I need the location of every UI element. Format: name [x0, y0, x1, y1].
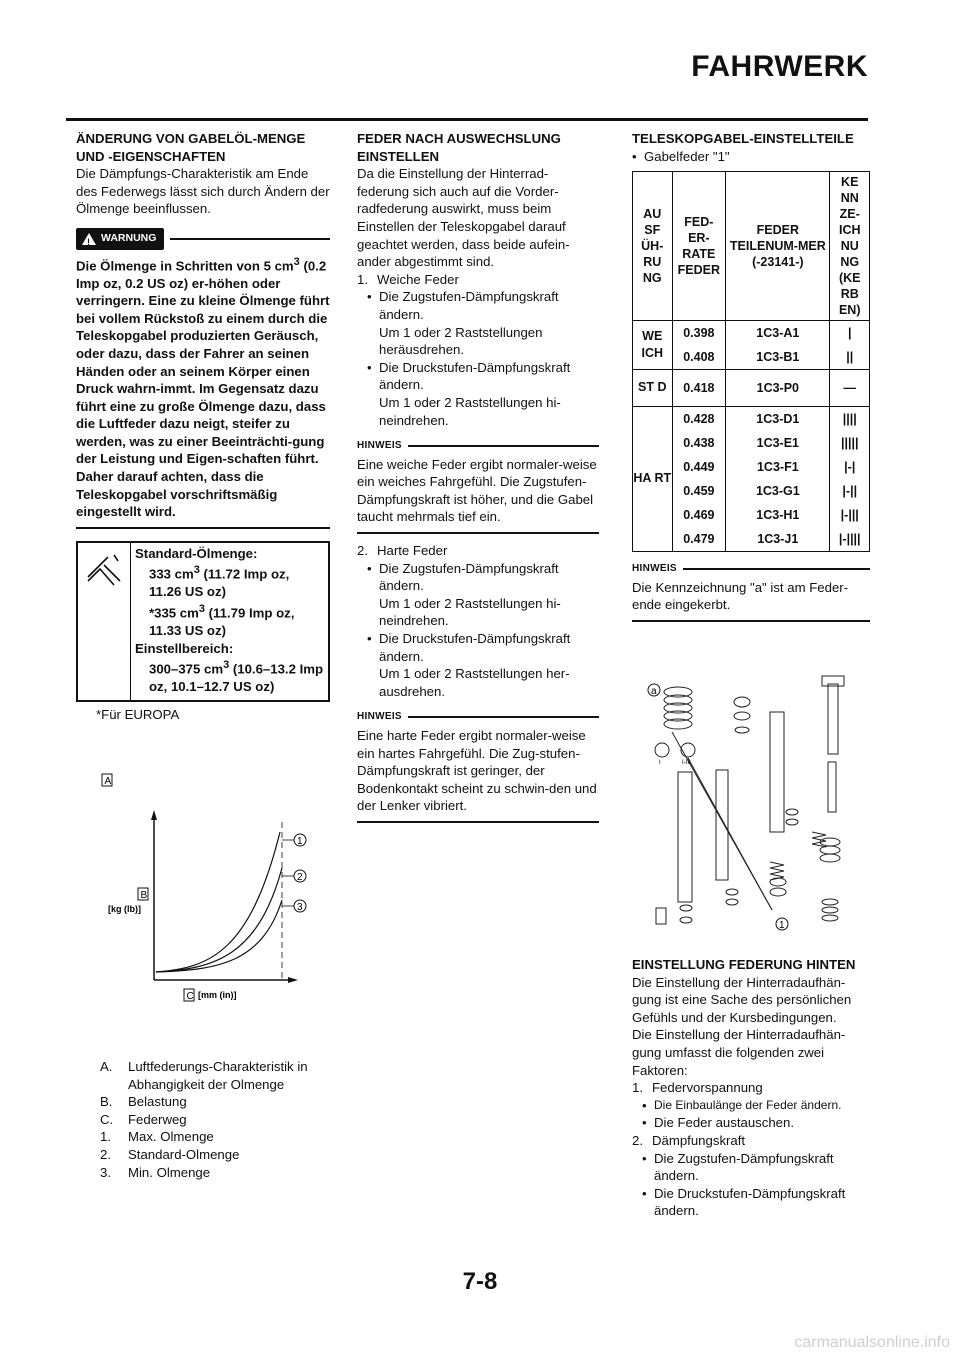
- legend-key: 3.: [100, 1164, 111, 1180]
- warning-end-rule: [76, 527, 330, 529]
- footnote-europe: *Für EUROPA: [96, 706, 180, 722]
- bullet-text: Die Feder austauschen.: [654, 1115, 795, 1131]
- table-header-cell: FED-ER-RATE FEDER: [672, 172, 726, 321]
- callout-mark-1: I: [659, 760, 661, 766]
- note-header: [357, 708, 599, 726]
- spec-v2-a: *335 cm: [149, 605, 199, 621]
- list-item-2: 2. Harte Feder: [357, 543, 448, 559]
- table-cell: [830, 370, 870, 407]
- chart-label-b: B: [140, 890, 148, 901]
- callout-1-label: 1: [779, 920, 785, 931]
- oil-intro: Die Dämpfungs-Charakteristik am Ende des Federwegs lässt sich durch Ändern der Ölmenge beeinflussen.: [76, 166, 330, 217]
- spec-v2-b: (11.79 Imp oz, 11.33 US oz): [149, 605, 295, 639]
- chart-legend: [100, 1058, 340, 1181]
- note-rule: [408, 716, 599, 718]
- chart-y-unit: [kg (lb)]: [108, 904, 141, 914]
- legend-text: Luftfederungs-Charakteristik in Abhangigkeit der Olmenge: [128, 1059, 308, 1092]
- table-cell: [672, 321, 726, 370]
- notch-mark: |-||: [842, 484, 858, 499]
- column-left: [76, 130, 330, 723]
- bullet-item: • Die Druckstufen-Dämpfungskraft ändern.: [357, 630, 599, 665]
- note-hard-spring: Eine harte Feder ergibt normaler-weise ein hartes Fahrgefühl. Die Zug-stufen-Dämpfungskraft ist geringer, der Bodenkontakt scheint zu schwin-den und der Lenker vibriert.: [357, 728, 597, 814]
- notch-mark: |||||: [840, 436, 859, 451]
- note-label: HINWEIS: [632, 563, 677, 575]
- table-group-name: HA RT: [633, 407, 673, 552]
- bullet-subtext: Um 1 oder 2 Raststellungen heräusdrehen.: [379, 324, 543, 358]
- bullet-item: • Die Zugstufen-Dämpfungskraft ändern.: [632, 1150, 870, 1185]
- warning-text-part2: (0.2 Imp oz, 0.2 US oz) er-höhen oder verringern. Eine zu kleine Ölmenge führt bei vollem Rückstoß zu einem durch die Teleskopgabel produzierten Geräusch, oder dazu, dass der Fahrer an seinen Händen oder an seinem Körper einen Druck wahrn-immt. Im Gegensatz dazu führt eine zu große Ölmenge dazu, dass die Luftfeder dazu neigt, steifer zu werden, was zu einer Beeinträchti-gung der Leistung und Eigen-schaften führt. Daher darauf achten, dass die Teleskopgabel vorschriftsmäßig eingestellt wird.: [76, 257, 330, 520]
- note-label: HINWEIS: [357, 711, 402, 723]
- rear-paragraph-1: Die Einstellung der Hinterradaufhän-gung ist eine Sache des persönlichen Gefühls und der Kursbedingungen.: [632, 974, 852, 1025]
- list-item-1: 1. Weiche Feder: [357, 271, 459, 287]
- legend-key: B.: [100, 1094, 113, 1110]
- rate-value: 0.398: [683, 326, 715, 341]
- legend-key: A.: [100, 1059, 113, 1074]
- page-header-title: FAHRWERK: [691, 50, 868, 83]
- spec-label-range: Einstellbereich:: [135, 640, 234, 656]
- notch-mark: |-|||: [840, 508, 859, 523]
- warning-rule: [170, 238, 330, 240]
- legend-item: [100, 1111, 340, 1129]
- part-number: 1C3-D1: [756, 412, 800, 427]
- rear-paragraph-2: Die Einstellung der Hinterradaufhän-gung umfasst die folgenden zwei Faktoren:: [632, 1027, 846, 1078]
- curve-1-label: 1: [297, 836, 303, 847]
- table-cell: [726, 407, 830, 552]
- bullet-text: Die Druckstufen-Dämpfungskraft ändern.: [654, 1185, 846, 1219]
- part-number: 1C3-A1: [756, 326, 800, 341]
- rate-value: 0.469: [683, 508, 715, 523]
- notch-mark: ||: [846, 350, 854, 365]
- list-item-text: Dämpfungskraft: [652, 1132, 746, 1148]
- spec-v1-a: 333 cm: [149, 566, 194, 582]
- section-heading-fork-parts: TELESKOPGABEL-EINSTELLTEILE: [632, 131, 854, 146]
- rate-value: 0.428: [683, 412, 715, 427]
- legend-key: 1.: [100, 1129, 111, 1145]
- bullet-item: • Die Zugstufen-Dämpfungskraft ändern.: [357, 560, 599, 595]
- bullet-subtext: Um 1 oder 2 Raststellungen hi-neindrehen.: [379, 595, 561, 629]
- curve-1: [156, 832, 280, 972]
- section-heading-rear: EINSTELLUNG FEDERUNG HINTEN: [632, 957, 856, 972]
- spec-v3-a: 300–375 cm: [149, 661, 224, 677]
- warning-text: [76, 254, 330, 521]
- section-heading-spring: FEDER NACH AUSWECHSLUNG EINSTELLEN: [357, 131, 561, 164]
- legend-text: Belastung: [128, 1094, 187, 1110]
- table-group-name: ST D: [633, 370, 673, 407]
- bullet-text: Gabelfeder "1": [644, 148, 730, 164]
- note-end-rule: [357, 821, 599, 823]
- watermark: carmanualsonline.info: [794, 1334, 950, 1351]
- chart-x-arrow: [288, 977, 298, 983]
- bullet-text: Die Einbaulänge der Feder ändern.: [654, 1097, 842, 1112]
- bullet-text: Die Zugstufen-Dämpfungskraft ändern.: [379, 289, 559, 322]
- spec-v1-b: (11.72 Imp oz, 11.26 US oz): [149, 566, 290, 600]
- spec-box: [76, 541, 330, 702]
- bullet-item: • Die Zugstufen-Dämpfungskraft ändern.: [357, 288, 599, 323]
- bullet-text: Die Zugstufen-Dämpfungskraft ändern.: [654, 1150, 834, 1184]
- spec-label-standard: Standard-Ölmenge:: [135, 545, 258, 561]
- note-end-rule: [632, 620, 870, 622]
- table-cell: [672, 370, 726, 407]
- notch-mark: |: [847, 326, 852, 341]
- warning-badge: [76, 228, 164, 250]
- bullet-subtext: Um 1 oder 2 Raststellungen hi-neindrehen.: [379, 394, 561, 428]
- table-cell: [726, 370, 830, 407]
- legend-item: [100, 1058, 340, 1093]
- spec-text: [130, 543, 328, 700]
- table-row: [633, 407, 870, 552]
- part-number: 1C3-E1: [756, 436, 800, 451]
- column-right: [632, 130, 870, 630]
- warning-text-part1: Die Ölmenge in Schritten von 5 cm: [76, 257, 294, 273]
- rate-value: 0.479: [683, 532, 715, 547]
- section-heading-oil: ÄNDERUNG VON GABELÖL-MENGE UND -EIGENSCHAFTEN: [76, 131, 306, 164]
- page-number: 7-8: [462, 1268, 498, 1295]
- spec-sup-1: 3: [193, 564, 200, 577]
- warning-label: WARNUNG: [101, 231, 157, 244]
- list-item-text: Federvorspannung: [652, 1080, 763, 1096]
- legend-key: 2.: [100, 1146, 111, 1162]
- bullet-text: Die Zugstufen-Dämpfungskraft ändern.: [379, 560, 559, 594]
- legend-item: [100, 1164, 340, 1182]
- list-item: 2. Dämpfungskraft: [632, 1132, 746, 1148]
- warning-header: [76, 228, 330, 250]
- chart-y-arrow: [151, 810, 157, 820]
- column-middle: [357, 130, 599, 831]
- part-number: 1C3-P0: [756, 381, 800, 396]
- curve-2: [156, 868, 282, 972]
- note-rule: [683, 568, 870, 570]
- wrench-icon: [78, 543, 130, 700]
- table-cell: [830, 407, 870, 552]
- list-item-1-text: Weiche Feder: [377, 271, 459, 287]
- callout-a-label: a: [651, 686, 657, 697]
- curve-2-label: 2: [297, 872, 303, 883]
- note-header: [357, 437, 599, 455]
- notch-mark: |-||||: [838, 532, 861, 547]
- curve-3-label: 3: [297, 902, 303, 913]
- table-cell: [726, 321, 830, 370]
- bullet-item: • Die Druckstufen-Dämpfungskraft ändern.: [632, 1185, 870, 1220]
- rate-value: 0.449: [683, 460, 715, 475]
- bullet-subtext: Um 1 oder 2 Raststellungen her-ausdrehen.: [379, 666, 570, 699]
- section-rear-suspension: [632, 956, 870, 1220]
- note-label: HINWEIS: [357, 440, 402, 452]
- table-cell: [672, 407, 726, 552]
- legend-text: Min. Olmenge: [128, 1164, 211, 1180]
- notch-mark: —: [843, 381, 856, 396]
- note-header: [632, 560, 870, 578]
- rate-value: 0.408: [683, 350, 715, 365]
- spec-value-europe: [135, 601, 324, 640]
- chart-label-a: A: [104, 776, 112, 787]
- spec-value-standard: [135, 562, 324, 601]
- bullet-text: Die Druckstufen-Dämpfungskraft ändern.: [379, 631, 571, 664]
- header-rule: [66, 118, 868, 121]
- spec-sup-2: 3: [198, 603, 205, 616]
- legend-text: Max. Olmenge: [128, 1129, 214, 1145]
- warning-sup: 3: [293, 255, 300, 268]
- list-item-2-text: Harte Feder: [377, 543, 448, 559]
- note-spring-mark: Die Kennzeichnung "a" ist am Feder-ende eingekerbt.: [632, 579, 849, 613]
- legend-item: [100, 1146, 340, 1164]
- rate-value: 0.459: [683, 484, 715, 499]
- part-number: 1C3-G1: [755, 484, 800, 499]
- bullet-item: • Die Einbaulänge der Feder ändern.: [642, 1097, 842, 1113]
- legend-item: [100, 1128, 340, 1146]
- bullet-item: • Die Druckstufen-Dämpfungskraft ändern.: [357, 359, 599, 394]
- legend-text: Standard-Olmenge: [128, 1146, 240, 1162]
- curve-3: [156, 900, 282, 972]
- note-end-rule: [357, 532, 599, 534]
- spring-intro: Da die Einstellung der Hinterrad-federung sich auch auf die Vorder-radfederung auswirkt, muss beim Einstellen der Teleskopgabel darauf geachtet werden, dass beide aufein-ander abgestimmt sind.: [357, 166, 570, 270]
- note-rule: [408, 445, 599, 447]
- legend-text: Federweg: [128, 1111, 187, 1127]
- bullet-item: • Gabelfeder "1": [632, 148, 730, 164]
- table-group-name: WE ICH: [633, 321, 673, 370]
- spec-v3-b: (10.6–13.2 Imp oz, 10.1–12.7 US oz): [149, 661, 324, 695]
- table-header-row: [633, 172, 870, 321]
- spec-sup-3: 3: [223, 659, 230, 672]
- bullet-item: • Die Feder austauschen.: [642, 1115, 795, 1131]
- spring-rate-table: [632, 171, 870, 552]
- rate-value: 0.438: [683, 436, 715, 451]
- table-header-cell: KE NN ZE-ICH NU NG (KE RB EN): [830, 172, 870, 321]
- table-cell: [830, 321, 870, 370]
- table-row: [633, 321, 870, 370]
- notch-mark: |-|: [844, 460, 856, 475]
- air-spring-chart: [90, 772, 340, 1012]
- chart-x-unit: [mm (in)]: [198, 990, 237, 1000]
- rate-value: 0.418: [683, 381, 715, 396]
- warning-triangle-icon: !: [82, 233, 96, 245]
- list-item: 1. Federvorspannung: [632, 1080, 763, 1096]
- table-row: [633, 370, 870, 407]
- table-header-cell: FEDER TEILENUM-MER (-23141-): [726, 172, 830, 321]
- notch-mark: ||||: [842, 412, 857, 427]
- note-soft-spring: Eine weiche Feder ergibt normaler-weise ein weiches Fahrgefühl. Die Zugstufen-Dämpfungskraft ist höher, und die Gabel taucht mehrmals tief ein.: [357, 456, 597, 525]
- legend-item: [100, 1093, 340, 1111]
- part-number: 1C3-H1: [756, 508, 800, 523]
- part-number: 1C3-F1: [756, 460, 799, 475]
- fork-exploded-diagram: [632, 672, 870, 944]
- spec-value-range: [135, 657, 324, 696]
- chart-label-c: C: [186, 991, 194, 1002]
- part-number: 1C3-B1: [756, 350, 800, 365]
- table-header-cell: AU SF ÜH-RU NG: [633, 172, 673, 321]
- legend-key: C.: [100, 1111, 114, 1127]
- callout-mark-2: I-III: [682, 760, 691, 766]
- part-number: 1C3-J1: [757, 532, 799, 547]
- bullet-text: Die Druckstufen-Dämpfungskraft ändern.: [379, 359, 571, 393]
